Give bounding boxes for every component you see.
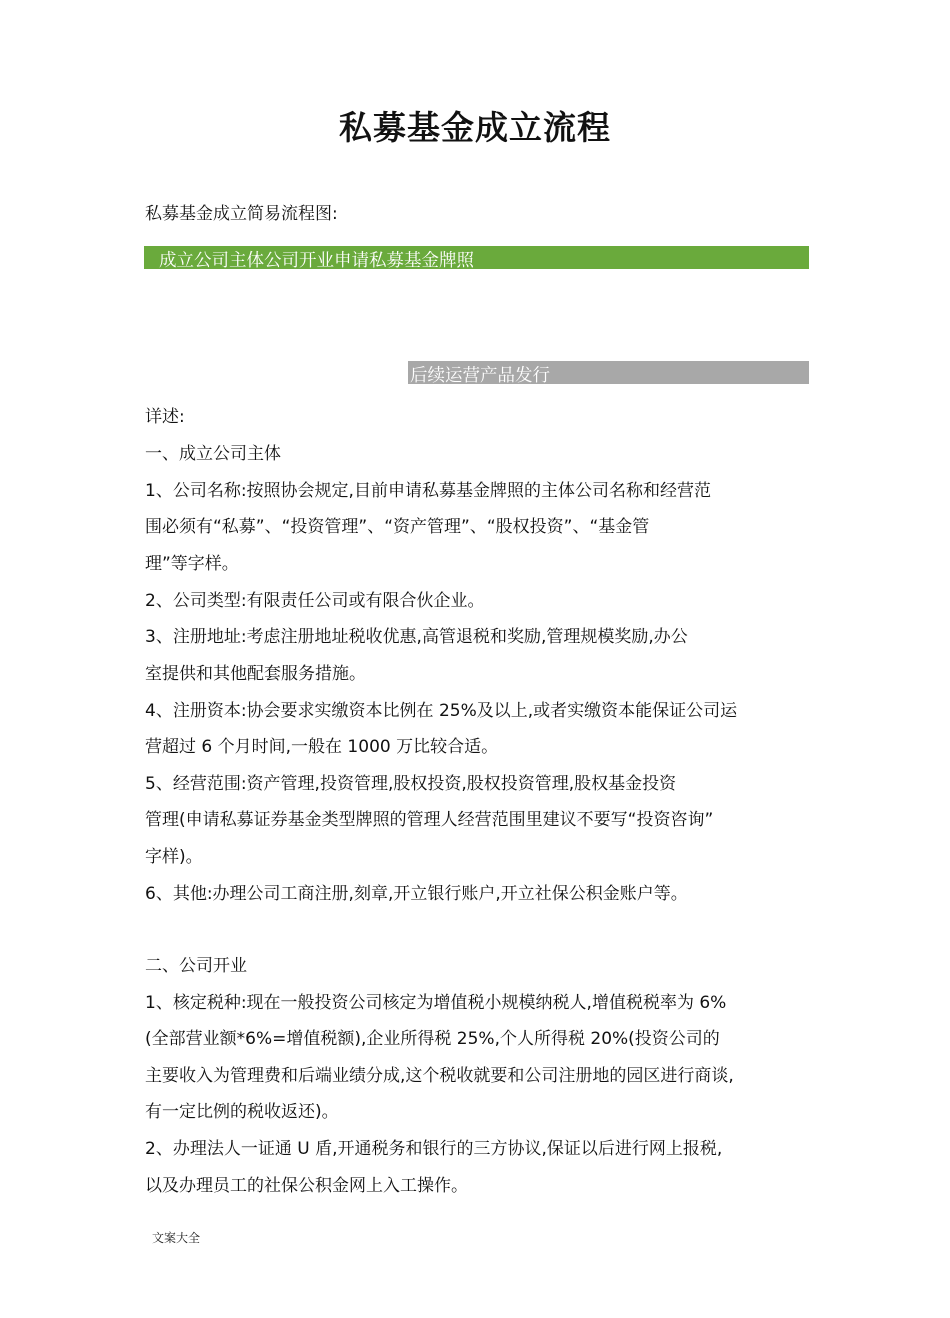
flow-step-bar-1 (144, 246, 809, 269)
paragraph-line: 6、其他:办理公司工商注册,刻章,开立银行账户,开立社保公积金账户等。 (145, 884, 688, 904)
flow-intro: 私募基金成立简易流程图: (145, 204, 338, 224)
paragraph-line: 4、注册资本:协会要求实缴资本比例在 25%及以上,或者实缴资本能保证公司运 (145, 701, 738, 721)
paragraph-line: 3、注册地址:考虑注册地址税收优惠,高管退税和奖励,管理规模奖励,办公 (145, 627, 688, 647)
paragraph-line: 1、公司名称:按照协会规定,目前申请私募基金牌照的主体公司名称和经营范 (145, 481, 711, 501)
paragraph-line: 5、经营范围:资产管理,投资管理,股权投资,股权投资管理,股权基金投资 (145, 774, 677, 794)
flow-step-bar-1-label: 成立公司主体公司开业申请私募基金牌照 (159, 251, 474, 271)
paragraph-line: 室提供和其他配套服务措施。 (145, 664, 366, 684)
paragraph-line: (全部营业额*6%=增值税额),企业所得税 25%,个人所得税 20%(投资公司的 (145, 1029, 720, 1049)
paragraph-line: 主要收入为管理费和后端业绩分成,这个税收就要和公司注册地的园区进行商谈, (145, 1066, 734, 1086)
paragraph-line: 2、公司类型:有限责任公司或有限合伙企业。 (145, 591, 485, 611)
page-footer: 文案大全 (152, 1231, 201, 1245)
paragraph-line: 围必须有“私募”、“投资管理”、“资产管理”、“股权投资”、“基金管 (145, 517, 650, 537)
paragraph-line: 2、办理法人一证通 U 盾,开通税务和银行的三方协议,保证以后进行网上报税, (145, 1139, 723, 1159)
paragraph-line: 营超过 6 个月时间,一般在 1000 万比较合适。 (145, 737, 499, 757)
document-title: 私募基金成立流程 (339, 108, 611, 147)
paragraph-line: 1、核定税种:现在一般投资公司核定为增值税小规模纳税人,增值税税率为 6% (145, 993, 727, 1013)
section-heading-2: 二、公司开业 (145, 956, 247, 976)
flow-step-bar-2-label: 后续运营产品发行 (410, 366, 550, 386)
section-heading-1: 一、成立公司主体 (145, 444, 281, 464)
paragraph-line: 理”等字样。 (145, 554, 239, 574)
paragraph-line: 管理(申请私募证券基金类型牌照的管理人经营范围里建议不要写“投资咨询” (145, 810, 714, 830)
paragraph-line: 有一定比例的税收返还)。 (145, 1102, 339, 1122)
flow-step-bar-2 (408, 361, 809, 384)
detail-heading: 详述: (145, 407, 185, 427)
paragraph-line: 以及办理员工的社保公积金网上入工操作。 (145, 1176, 468, 1196)
paragraph-line: 字样)。 (145, 847, 203, 867)
